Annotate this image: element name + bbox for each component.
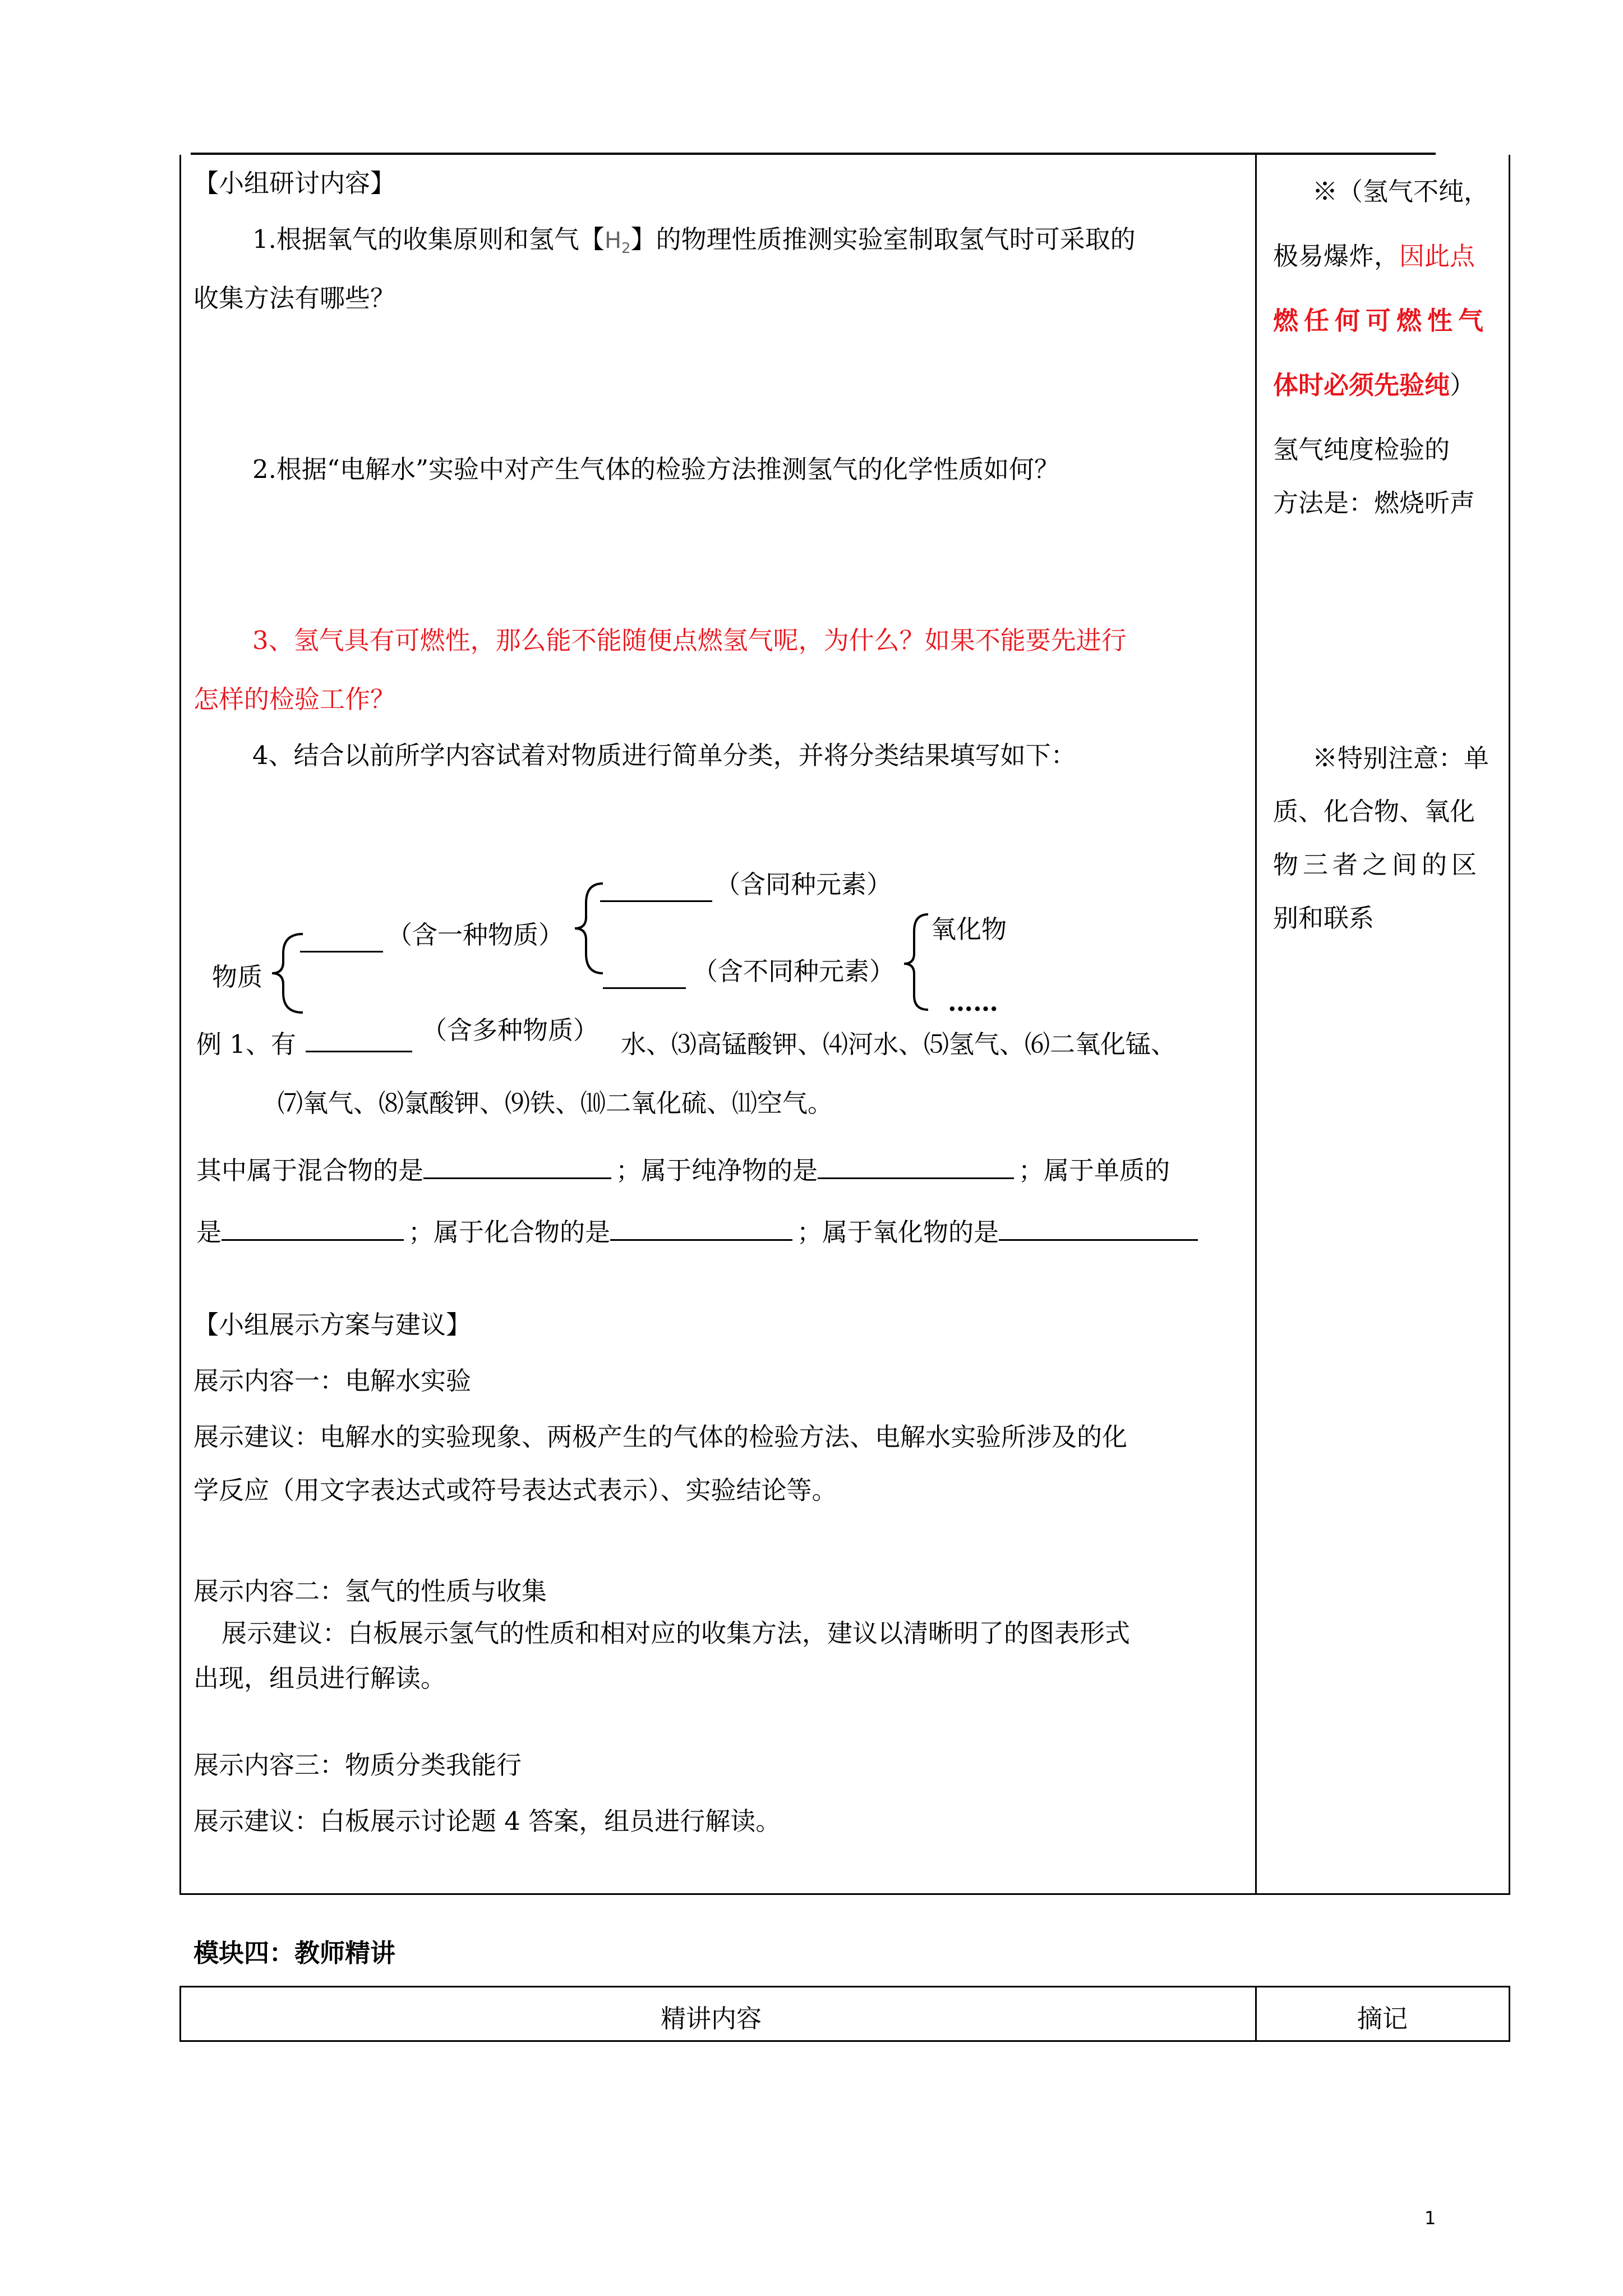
mixture-label: （含多种物质）	[422, 1015, 599, 1045]
compound-blank[interactable]	[603, 965, 686, 989]
example-line1-suffix: 水、⑶高锰酸钾、⑷河水、⑸氢气、⑹二氧化锰、	[621, 1029, 1177, 1059]
oxide-label: 氧化物	[931, 914, 1007, 944]
answer-line-2	[196, 1212, 1198, 1248]
compound-label: （含不同种元素）	[693, 956, 895, 986]
show-content-2-advice-line2: 出现，组员进行解读。	[193, 1663, 446, 1693]
note-1-red-text: 因此点	[1399, 241, 1476, 271]
show-content-1-advice: 展示建议：电解水的实验现象、两极产生的气体的检验方法、电解水实验所涉及的化	[193, 1422, 1128, 1452]
element-blank[interactable]	[600, 878, 712, 902]
discussion-header: 【小组研讨内容】	[193, 168, 396, 198]
pure-substance-label: （含一种物质）	[387, 920, 564, 950]
show-header: 【小组展示方案与建议】	[193, 1310, 472, 1340]
mixture-blank[interactable]	[306, 1028, 412, 1052]
mixture-answer-blank[interactable]	[423, 1155, 611, 1179]
note-2-line1: 氢气纯度检验的	[1273, 435, 1450, 464]
table-bottom-border	[179, 1893, 1510, 1895]
compound-answer-label: ；属于化合物的是	[408, 1217, 611, 1247]
element-answer-label-cont: 是	[196, 1217, 222, 1247]
module-col-content-header: 精讲内容	[661, 2004, 762, 2033]
module-4-title: 模块四：教师精讲	[193, 1938, 396, 1968]
module-table-divider	[1255, 1986, 1257, 2042]
note-1-line3: 燃任何可燃性气	[1273, 306, 1490, 335]
module-table-left	[179, 1986, 181, 2042]
question-1-text-b: 】的物理性质推测实验室制取氢气时可采取的	[630, 224, 1136, 254]
answer-line-1	[196, 1150, 1170, 1186]
oxide-answer-label: ；属于氧化物的是	[797, 1217, 999, 1247]
note-2-line2: 方法是：燃烧听声	[1273, 488, 1476, 518]
page-number: 1	[1424, 2207, 1436, 2229]
compound-answer-blank[interactable]	[610, 1217, 792, 1241]
show-content-1-title: 展示内容一：电解水实验	[193, 1366, 472, 1396]
pure-answer-label: ；属于纯净物的是	[616, 1156, 818, 1185]
show-content-2-advice: 展示建议：白板展示氢气的性质和相对应的收集方法，建议以清晰明了的图表形式	[222, 1618, 1131, 1648]
module-col-notes-header: 摘记	[1357, 2004, 1408, 2033]
example-line1-prefix: 例 1、有	[196, 1029, 296, 1059]
note-1-black-text: 极易爆炸，	[1273, 241, 1400, 271]
oxide-answer-blank[interactable]	[999, 1217, 1198, 1241]
show-content-3-title: 展示内容三：物质分类我能行	[193, 1750, 522, 1780]
note-3-line1: ※特别注意：单	[1312, 743, 1490, 773]
show-content-3-advice: 展示建议：白板展示讨论题 4 答案，组员进行解读。	[193, 1806, 781, 1836]
mixture-answer-label: 其中属于混合物的是	[196, 1156, 424, 1185]
question-1-text-a: 1.根据氧气的收集原则和氢气【	[252, 224, 605, 254]
note-3-line3: 物三者之间的区	[1273, 850, 1482, 880]
element-answer-blank[interactable]	[222, 1217, 404, 1241]
question-4: 4、结合以前所学内容试着对物质进行简单分类，并将分类结果填写如下：	[252, 740, 1076, 770]
note-1-emphasis: 体时必须先验纯	[1273, 370, 1450, 400]
pure-answer-blank[interactable]	[818, 1155, 1014, 1179]
diagram-root-label: 物质	[212, 962, 263, 992]
element-label: （含同种元素）	[715, 869, 892, 899]
pure-substance-blank[interactable]	[300, 928, 383, 953]
question-3-line2: 怎样的检验工作？	[193, 684, 396, 714]
other-compound-ellipsis: ……	[948, 987, 998, 1017]
example-line2: ⑺氧气、⑻氯酸钾、⑼铁、⑽二氧化硫、⑾空气。	[278, 1088, 833, 1118]
module-table-right	[1509, 1986, 1510, 2042]
element-answer-label: ；属于单质的	[1018, 1156, 1170, 1185]
note-1-line4	[1273, 365, 1475, 401]
classification-braces	[0, 0, 1623, 1066]
show-content-1-advice-line2: 学反应（用文字表达式或符号表达式表示）、实验结论等。	[193, 1475, 837, 1505]
note-1-close: ）	[1450, 370, 1476, 400]
module-table-bottom	[179, 2040, 1510, 2042]
question-2: 2.根据“电解水”实验中对产生气体的检验方法推测氢气的化学性质如何？	[252, 454, 1059, 484]
h2-formula: $H_2$	[604, 228, 631, 257]
note-3-line2: 质、化合物、氧化	[1273, 797, 1476, 826]
question-1-line2: 收集方法有哪些？	[193, 283, 396, 313]
note-1-line2	[1273, 236, 1475, 272]
show-content-2-title: 展示内容二：氢气的性质与收集	[193, 1576, 547, 1606]
note-1-line1: ※（氢气不纯，	[1312, 177, 1490, 206]
note-3-line4: 别和联系	[1273, 903, 1375, 933]
question-3: 3、氢气具有可燃性，那么能不能随便点燃氢气呢，为什么？如果不能要先进行	[252, 625, 1127, 655]
module-table-top	[179, 1986, 1510, 1987]
